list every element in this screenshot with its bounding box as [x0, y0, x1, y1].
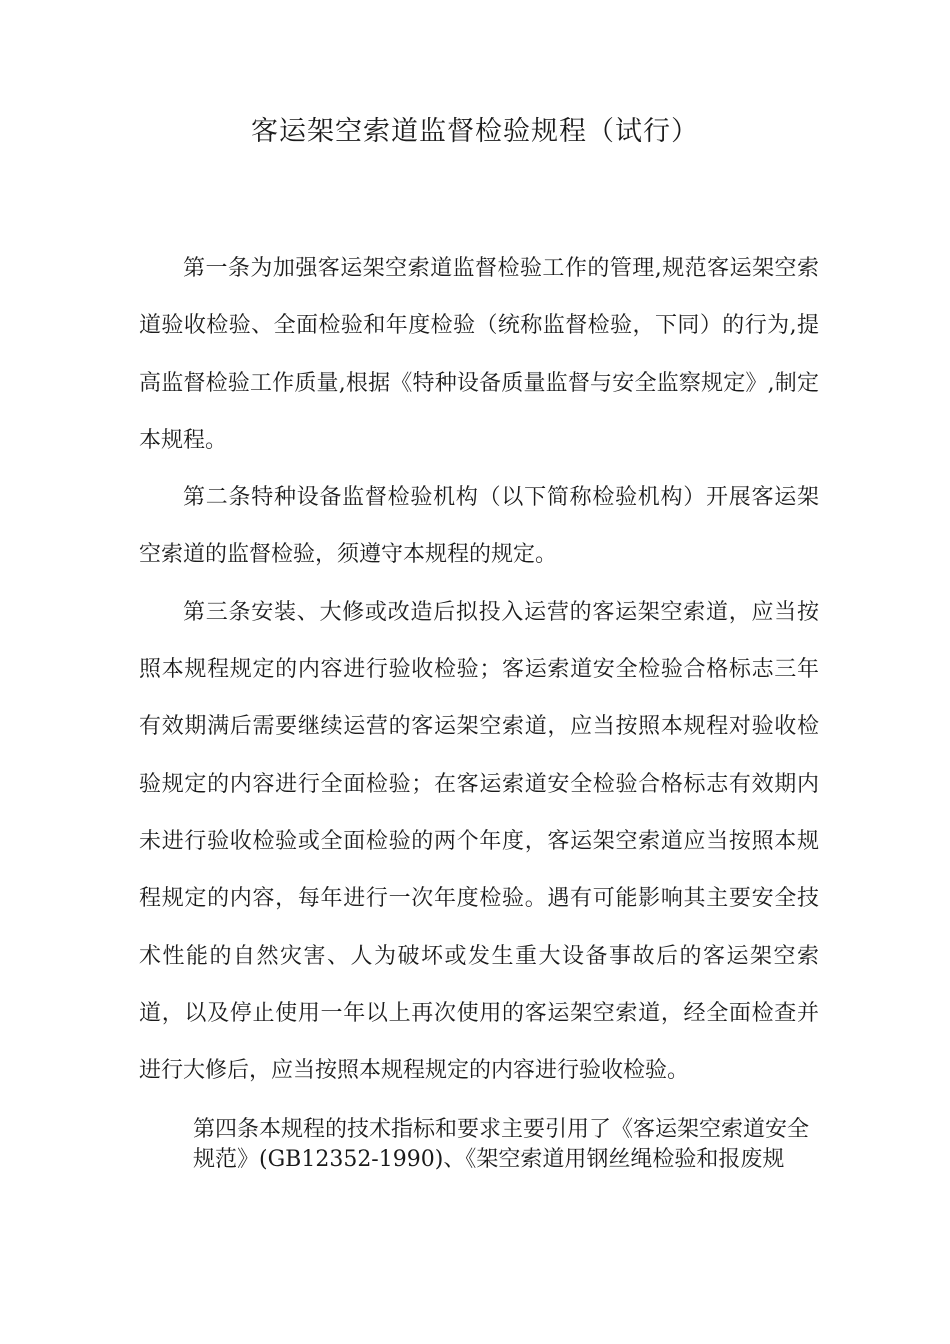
article-2-paragraph: 第二条特种设备监督检验机构（以下简称检验机构）开展客运架空索道的监督检验，须遵守本规程的规定。: [139, 485, 819, 568]
article-4-paragraph: 第四条本规程的技术指标和要求主要引用了《客运架空索道安全规范》(GB12352-1990)、《架空索道用钢丝绳检验和报废规: [193, 1117, 810, 1173]
document-body: [139, 240, 819, 1175]
article-1-paragraph: 第一条为加强客运架空索道监督检验工作的管理,规范客运架空索道验收检验、全面检验和年度检验（统称监督检验，下同）的行为,提高监督检验工作质量,根据《特种设备质量监督与安全监察规定》,制定本规程。: [139, 256, 819, 453]
article-3-paragraph: 第三条安装、大修或改造后拟投入运营的客运架空索道，应当按照本规程规定的内容进行验收检验；客运索道安全检验合格标志三年有效期满后需要继续运营的客运架空索道，应当按照本规程对验收检验规定的内容进行全面检验；在客运索道安全检验合格标志有效期内未进行验收检验或全面检验的两个年度，客运架空索道应当按照本规程规定的内容，每年进行一次年度检验。遇有可能影响其主要安全技术性能的自然灾害、人为破坏或发生重大设备事故后的客运架空索道，以及停止使用一年以上再次使用的客运架空索道，经全面检查并进行大修后，应当按照本规程规定的内容进行验收检验。: [139, 599, 819, 1084]
document-title: 客运架空索道监督检验规程（试行）: [251, 116, 699, 147]
